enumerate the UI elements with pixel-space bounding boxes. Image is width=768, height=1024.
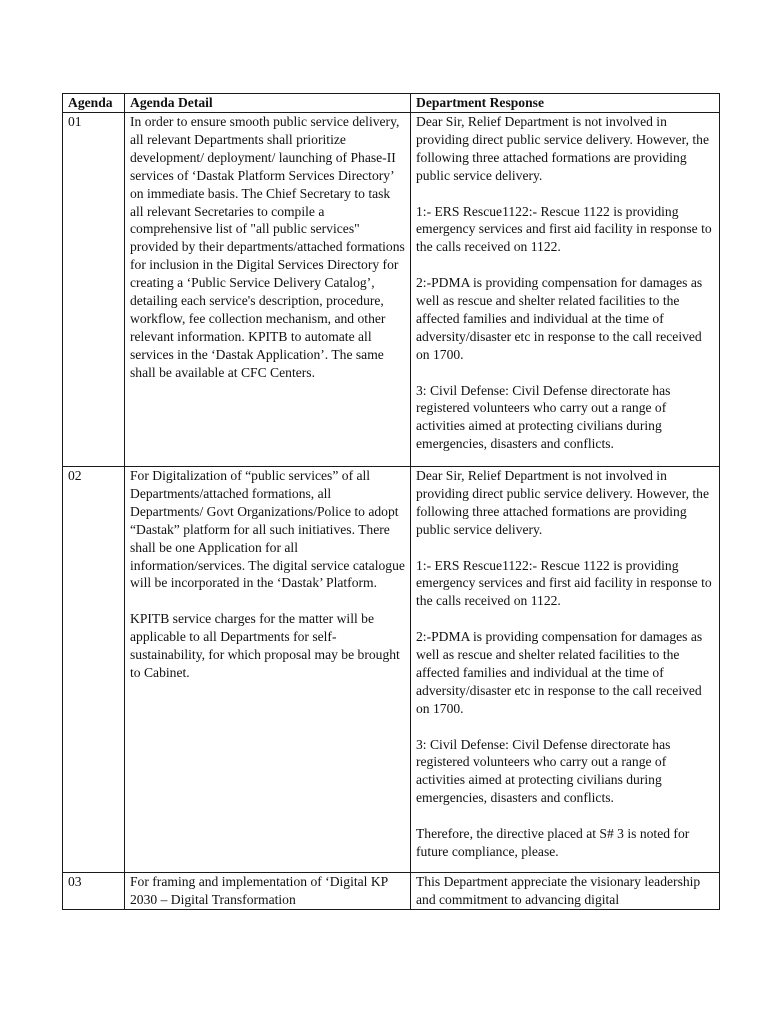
agenda-table [62,93,720,910]
agenda-detail-paragraph: KPITB service charges for the matter will be applicable to all Departments for self-sustainability, for which proposal may be brought to Cabinet. [130,611,400,680]
table-header-row [63,94,720,113]
response-paragraph: 2:-PDMA is providing compensation for damages as well as rescue and shelter related facilities to the affected families and individual at the time of adversity/disaster etc in response to the call received on 1700. [416,275,703,362]
department-response-cell [411,113,720,467]
table-row [63,113,720,467]
agenda-detail-cell [125,113,411,467]
header-department-response: Department Response [411,94,720,113]
response-paragraph: 3: Civil Defense: Civil Defense directorate has registered volunteers who carry out a range of activities aimed at protecting civilians during emergencies, disasters and conflicts. [416,382,671,452]
agenda-detail-paragraph: For Digitalization of “public services” of all Departments/attached formations, all Departments/ Govt Organizations/Police to adopt “Dastak” platform for all such initiatives. There shall be one Application for all information/services. The digital service catalogue will be incorporated in the ‘Dastak’ Platform. [130,468,405,591]
agenda-number: 01 [63,113,125,467]
agenda-detail-cell [125,467,411,873]
response-paragraph: This Department appreciate the visionary leadership and commitment to advancing digital [416,874,701,907]
agenda-number: 03 [63,873,125,910]
response-paragraph: Therefore, the directive placed at S# 3 is noted for future compliance, please. [416,826,690,859]
agenda-detail-paragraph: In order to ensure smooth public service delivery, all relevant Departments shall prioritize development/ deployment/ launching of Phase-II services of ‘Dastak Platform Services Directory’ on immediate basis. The Chief Secretary to task all relevant Secretaries to compile a comprehensive list of "all public services" provided by their departments/attached formations for inclusion in the Digital Services Directory for creating a ‘Public Service Delivery Catalog’, detailing each service's description, procedure, workflow, fee collection mechanism, and other relevant information. KPITB to automate all services in the ‘Dastak Application’. The same shall be available at CFC Centers. [130,114,405,380]
response-paragraph: 2:-PDMA is providing compensation for damages as well as rescue and shelter related facilities to the affected families and individual at the time of adversity/disaster etc in response to the call received on 1700. [416,629,703,716]
table-row [63,873,720,910]
response-paragraph: 1:- ERS Rescue1122:- Rescue 1122 is providing emergency services and first aid facility in response to the calls received on 1122. [416,203,712,255]
response-paragraph: Dear Sir, Relief Department is not involved in providing direct public service delivery. However, the following three attached formations are providing public service delivery. [416,114,710,183]
response-paragraph: 3: Civil Defense: Civil Defense directorate has registered volunteers who carry out a range of activities aimed at protecting civilians during emergencies, disasters and conflicts. [416,736,671,806]
department-response-cell [411,873,720,910]
response-paragraph: 1:- ERS Rescue1122:- Rescue 1122 is providing emergency services and first aid facility in response to the calls received on 1122. [416,557,712,609]
header-agenda: Agenda [63,94,125,113]
header-agenda-detail: Agenda Detail [125,94,411,113]
department-response-cell [411,467,720,873]
agenda-number: 02 [63,467,125,873]
agenda-detail-paragraph: For framing and implementation of ‘Digital KP 2030 – Digital Transformation [130,874,388,907]
agenda-detail-cell [125,873,411,910]
response-paragraph: Dear Sir, Relief Department is not involved in providing direct public service delivery. However, the following three attached formations are providing public service delivery. [416,468,710,537]
table-row [63,467,720,873]
